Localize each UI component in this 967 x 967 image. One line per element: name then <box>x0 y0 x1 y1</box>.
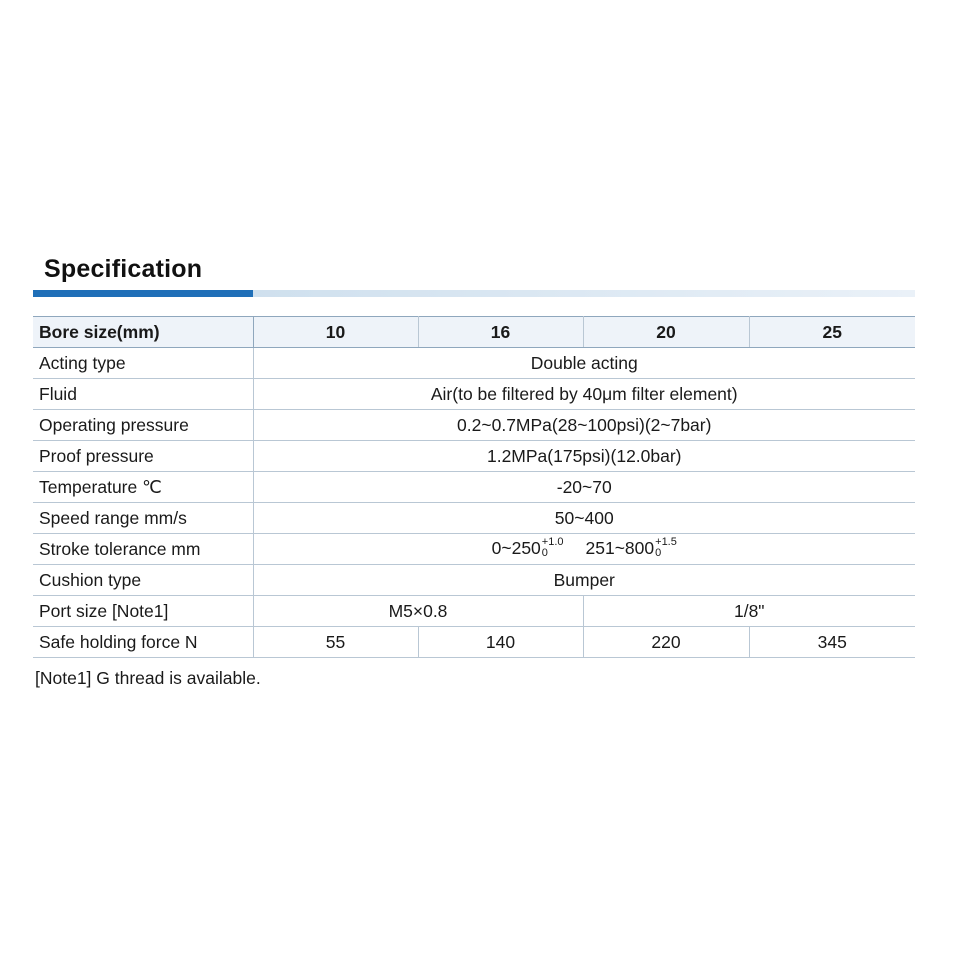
header-bore-size-16: 16 <box>418 317 583 348</box>
row-value-port-size-small: M5×0.8 <box>253 596 583 627</box>
header-bore-size-20: 20 <box>583 317 749 348</box>
row-label-temperature: Temperature ℃ <box>33 472 253 503</box>
table-row <box>33 503 915 534</box>
stroke-tolerance-part1-lower: 0 <box>541 547 548 560</box>
header-bore-size-25: 25 <box>749 317 915 348</box>
table-row <box>33 441 915 472</box>
row-value-acting-type: Double acting <box>253 348 915 379</box>
row-label-safe-holding-force: Safe holding force N <box>33 627 253 658</box>
table-row <box>33 534 915 565</box>
table-header-row <box>33 317 915 348</box>
row-label-speed-range: Speed range mm/s <box>33 503 253 534</box>
stroke-tolerance-part2: 251~800 <box>585 537 655 558</box>
row-label-cushion-type: Cushion type <box>33 565 253 596</box>
table-row <box>33 627 915 658</box>
stroke-tolerance-part2-upper: +1.5 <box>655 536 677 549</box>
row-value-stroke-tolerance <box>253 534 915 565</box>
specification-section <box>33 255 915 689</box>
safe-holding-force-10: 55 <box>253 627 418 658</box>
row-label-proof-pressure: Proof pressure <box>33 441 253 472</box>
row-value-proof-pressure: 1.2MPa(175psi)(12.0bar) <box>253 441 915 472</box>
table-row <box>33 472 915 503</box>
title-underline-rule <box>33 290 915 297</box>
safe-holding-force-20: 220 <box>583 627 749 658</box>
safe-holding-force-16: 140 <box>418 627 583 658</box>
table-row <box>33 565 915 596</box>
stroke-tolerance-part1-tolerance <box>542 537 564 559</box>
specification-table <box>33 316 915 658</box>
row-value-speed-range: 50~400 <box>253 503 915 534</box>
row-value-cushion-type: Bumper <box>253 565 915 596</box>
stroke-tolerance-part2-lower: 0 <box>655 547 662 560</box>
row-value-fluid: Air(to be filtered by 40μm filter element) <box>253 379 915 410</box>
header-bore-size-label: Bore size(mm) <box>33 317 253 348</box>
row-value-temperature: -20~70 <box>253 472 915 503</box>
row-value-operating-pressure: 0.2~0.7MPa(28~100psi)(2~7bar) <box>253 410 915 441</box>
table-footnote: [Note1] G thread is available. <box>35 668 261 688</box>
stroke-tolerance-part1-upper: +1.0 <box>541 536 564 549</box>
page-title: Specification <box>44 255 203 283</box>
row-label-acting-type: Acting type <box>33 348 253 379</box>
table-row <box>33 410 915 441</box>
stroke-tolerance-part2-tolerance <box>655 537 677 559</box>
row-label-port-size: Port size [Note1] <box>33 596 253 627</box>
row-label-stroke-tolerance: Stroke tolerance mm <box>33 534 253 565</box>
row-label-operating-pressure: Operating pressure <box>33 410 253 441</box>
table-row <box>33 348 915 379</box>
table-row <box>33 596 915 627</box>
header-bore-size-10: 10 <box>253 317 418 348</box>
row-value-port-size-large: 1/8" <box>583 596 915 627</box>
stroke-tolerance-part1: 0~250 <box>491 537 541 558</box>
row-label-fluid: Fluid <box>33 379 253 410</box>
safe-holding-force-25: 345 <box>749 627 915 658</box>
table-row <box>33 379 915 410</box>
